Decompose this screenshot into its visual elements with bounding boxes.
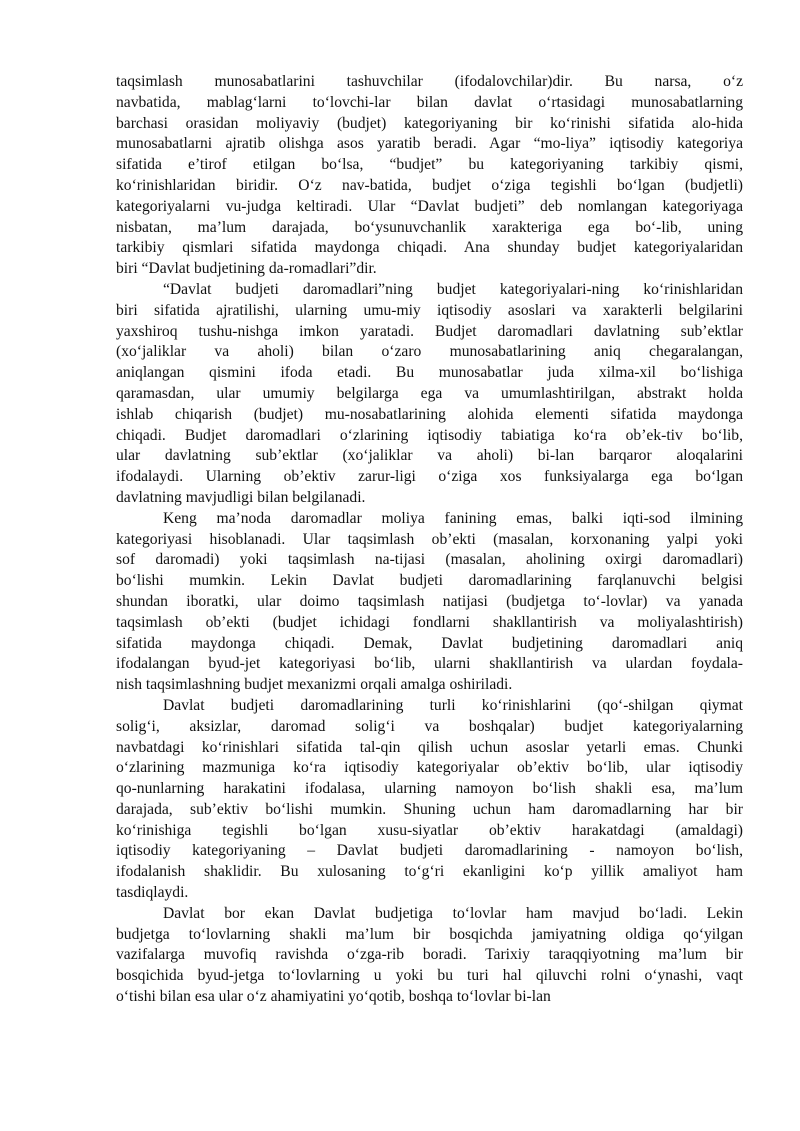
text-line: qo-nunlarning harakatini ifodalasa, ularning namoyon bo‘lish shakli esa, ma’lum [116, 780, 743, 798]
text-line: kategoriyasi hisoblanadi. Ular taqsimlash ob’ekti (masalan, korxonaning yalpi yoki [116, 530, 743, 548]
paragraph [116, 696, 743, 904]
text-line: nisbatan, ma’lum darajada, bo‘ysunuvchanlik xarakteriga ega bo‘-lib, uning [116, 218, 743, 236]
text-line: taqsimlash ob’ekti (budjet ichidagi fondlarni shakllantirish va moliyalashtirish) [116, 613, 743, 631]
text-line: munosabatlarni ajratib olishga asos yaratib beradi. Agar “mo-liya” iqtisodiy kategoriya [116, 135, 743, 153]
paragraph [116, 509, 743, 696]
text-line: ifodalaydi. Ularning ob’ektiv zarur-ligi o‘ziga xos funksiyalarga ega bo‘lgan [116, 468, 743, 486]
text-line: taqsimlash munosabatlarini tashuvchilar (ifodalovchilar)dir. Bu narsa, o‘z [116, 73, 743, 90]
text-line: ular davlatning sub’ektlar (xo‘jaliklar va aholi) bi-lan barqaror aloqalarini [116, 447, 743, 465]
text-line: shundan iboratki, ular doimo taqsimlash natijasi (budjetga to‘-lovlar) va yanada [116, 592, 743, 610]
text-line: vazifalarga muvofiq ravishda o‘zga-rib boradi. Tarixiy taraqqiyotning ma’lum bir [116, 946, 743, 964]
text-line: ko‘rinishiga tegishli bo‘lgan xusu-siyatlar ob’ektiv harakatdagi (amaldagi) [116, 821, 743, 839]
text-line: o‘zlarining mazmuniga ko‘ra iqtisodiy kategoriyalar ob’ektiv bo‘lib, ular iqtisodiy [116, 759, 743, 777]
text-line: biri sifatida ajratilishi, ularning umu-miy iqtisodiy asoslari va xarakterli belgilarini [116, 301, 743, 319]
text-line: biri “Davlat budjetining da-romadlari”dir. [116, 260, 377, 278]
text-line: Davlat budjeti daromadlarining turli ko‘rinishlarini (qo‘-shilgan qiymat [163, 696, 743, 714]
text-line: nish taqsimlashning budjet mexanizmi orqali amalga oshiriladi. [116, 676, 513, 694]
text-line: ifodalangan byud-jet kategoriyasi bo‘lib, ularni shakllantirish va ulardan foydala- [116, 655, 743, 673]
text-line: bosqichida byud-jetga to‘lovlarning u yoki bu turi hal qiluvchi rolni o‘ynashi, vaqt [116, 967, 743, 985]
text-line: “Davlat budjeti daromadlari”ning budjet kategoriyalari-ning ko‘rinishlaridan [163, 280, 743, 298]
text-line: solig‘i, aksizlar, daromad solig‘i va boshqalar) budjet kategoriyalarning [116, 717, 743, 735]
text-line: ko‘rinishlaridan biridir. O‘z nav-batida, budjet o‘ziga tegishli bo‘lgan (budjetli) [116, 176, 743, 194]
text-line: davlatning mavjudligi bilan belgilanadi. [116, 488, 366, 506]
text-line: tarkibiy qismlari sifatida maydonga chiqadi. Ana shunday budjet kategoriyalaridan [116, 239, 743, 257]
text-line: sof daromadi) yoki taqsimlash na-tijasi (masalan, aholining oxirgi daromadlari) [116, 551, 743, 569]
text-line: Keng ma’noda daromadlar moliya fanining emas, balki iqti-sod ilmining [163, 509, 743, 527]
text-line: Davlat bor ekan Davlat budjetiga to‘lovlar ham mavjud bo‘ladi. Lekin [163, 904, 743, 922]
text-line: tasdiqlaydi. [116, 884, 189, 902]
text-line: sifatida e’tirof etilgan bo‘lsa, “budjet” bu kategoriyaning tarkibiy qismi, [116, 156, 743, 174]
text-line: barchasi orasidan moliyaviy (budjet) kategoriyaning bir ko‘rinishi sifatida alo-hida [116, 114, 743, 132]
text-line: sifatida maydonga chiqadi. Demak, Davlat budjetining daromadlari aniq [116, 634, 743, 652]
text-line: ishlab chiqarish (budjet) mu-nosabatlarining alohida elementi sifatida maydonga [116, 405, 743, 423]
text-line: navbatida, mablag‘larni to‘lovchi-lar bilan davlat o‘rtasidagi munosabatlarning [116, 93, 743, 111]
document-body [116, 72, 743, 1008]
text-line: budjetga to‘lovlarning shakli ma’lum bir bosqichda jamiyatning oldiga qo‘yilgan [116, 925, 743, 943]
text-line: qaramasdan, ular umumiy belgilarga ega va umumlashtirilgan, abstrakt holda [116, 384, 743, 402]
text-line: darajada, sub’ektiv bo‘lishi mumkin. Shuning uchun ham daromadlarning har bir [116, 800, 743, 818]
paragraph [116, 72, 743, 280]
text-line: (xo‘jaliklar va aholi) bilan o‘zaro munosabatlarining aniq chegaralangan, [116, 343, 743, 361]
text-line: aniqlangan qismini ifoda etadi. Bu munosabatlar juda xilma-xil bo‘lishiga [116, 364, 743, 382]
text-line: iqtisodiy kategoriyaning – Davlat budjeti daromadlarining - namoyon bo‘lish, [116, 842, 743, 860]
text-line: chiqadi. Budjet daromadlari o‘zlarining iqtisodiy tabiatiga ko‘ra ob’ek-tiv bo‘lib, [116, 426, 743, 444]
text-line: bo‘lishi mumkin. Lekin Davlat budjeti daromadlarining farqlanuvchi belgisi [116, 572, 743, 590]
text-line: kategoriyalarni vu-judga keltiradi. Ular “Davlat budjeti” deb nomlangan kategoriyaga [116, 197, 743, 215]
text-line: ifodalanish shaklidir. Bu xulosaning to‘g‘ri ekanligini ko‘p yillik amaliyot ham [116, 863, 743, 881]
text-line: yaxshiroq tushu-nishga imkon yaratadi. Budjet daromadlari davlatning sub’ektlar [116, 322, 743, 340]
text-line: o‘tishi bilan esa ular o‘z ahamiyatini yo‘qotib, boshqa to‘lovlar bi-lan [116, 988, 551, 1006]
text-line: navbatdagi ko‘rinishlari sifatida tal-qin qilish uchun asoslar yetarli emas. Chunki [116, 738, 743, 756]
paragraph [116, 280, 743, 509]
paragraph [116, 904, 743, 1008]
